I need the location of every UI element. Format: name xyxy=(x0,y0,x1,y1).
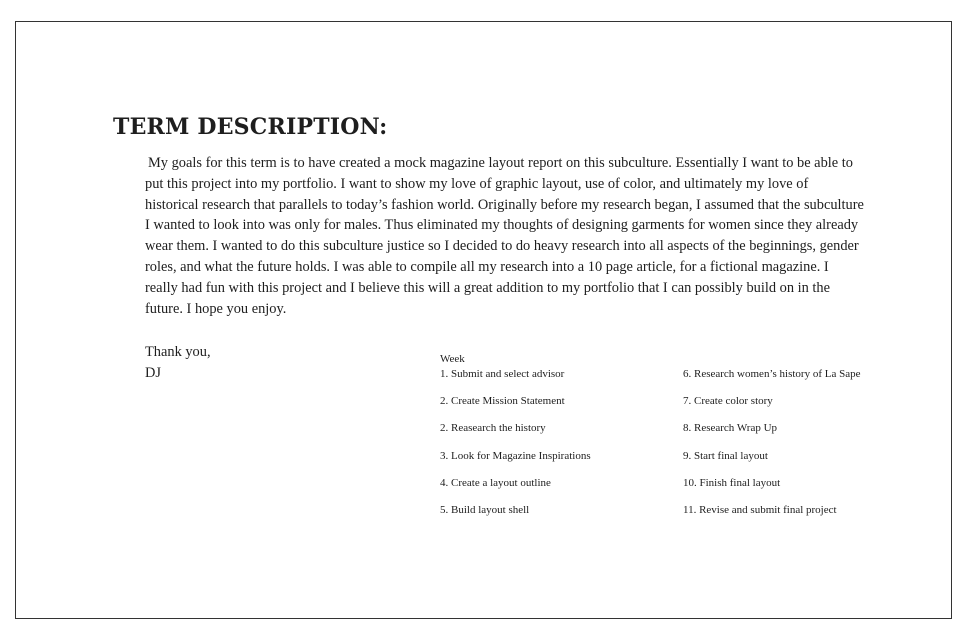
schedule-item: 6. Research women’s history of La Sape xyxy=(683,368,861,380)
schedule-item: 4. Create a layout outline xyxy=(440,476,551,489)
description-paragraph: My goals for this term is to have created a mock magazine layout report on this subculture. Essentially I want to be able to put this project into my portfolio. I want to show my love of graphic layout, use of color, and ultimately my love of historical research that parallels to today’s fashion world. Originally before my research began, I assumed that the subculture I wanted to look into was only for males. Thus eliminated my thoughts of designing garments for women since they already wear them. I wanted to do this subculture justice so I decided to do heavy research into all aspects of the beginnings, gender roles, and what the future holds. I was able to compile all my research into a 10 page article, for a fictional magazine. I really had fun with this project and I believe this will a great addition to my portfolio that I can possibly build on in the future. I hope you enjoy. xyxy=(145,155,864,317)
schedule-list-right xyxy=(683,368,860,531)
schedule-item: 2. Reasearch the history xyxy=(440,422,546,435)
schedule-item: 9. Start final layout xyxy=(683,449,768,462)
closing-line: Thank you, xyxy=(145,344,211,360)
schedule-item: 3. Look for Magazine Inspirations xyxy=(440,449,591,462)
schedule-item: 8. Research Wrap Up xyxy=(683,422,778,435)
schedule-label: Week xyxy=(440,353,465,365)
schedule-list-left xyxy=(440,368,591,531)
schedule-item: 7. Create color story xyxy=(683,395,773,408)
signoff xyxy=(145,342,211,384)
page-title: TERM DESCRIPTION: xyxy=(113,114,388,140)
schedule-item: 1. Submit and select advisor xyxy=(440,368,565,380)
term-description-body xyxy=(145,153,865,319)
schedule-item: 5. Build layout shell xyxy=(440,503,530,516)
schedule-item: 10. Finish final layout xyxy=(683,476,781,489)
schedule-item: 11. Revise and submit final project xyxy=(683,503,837,516)
document-page xyxy=(15,21,952,619)
signature: DJ xyxy=(145,365,161,381)
schedule-item: 2. Create Mission Statement xyxy=(440,395,565,408)
